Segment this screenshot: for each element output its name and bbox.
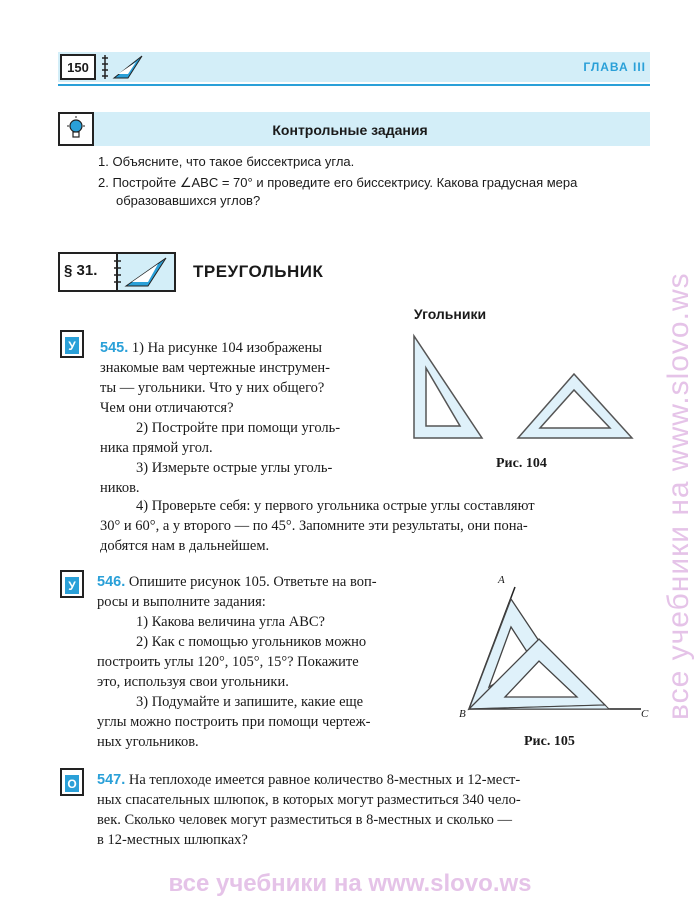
section-number: § 31. xyxy=(64,262,98,279)
watermark-bottom: все учебники на www.slovo.ws xyxy=(168,870,532,897)
level-badge-547 xyxy=(60,768,84,796)
problem-545-line-2: знакомые вам чертежные инструмен- xyxy=(100,360,331,376)
figure-104 xyxy=(410,332,650,442)
problem-547-line-3: век. Сколько человек могут разместиться в 8-местных и сколько — xyxy=(97,812,513,828)
problem-546-line-2: росы и выполните задания: xyxy=(97,594,266,610)
problem-545-line-4: Чем они отличаются? xyxy=(100,400,234,416)
problem-546-line-9: ных угольников. xyxy=(97,734,199,750)
problem-number: 546. xyxy=(97,574,126,590)
problem-546-line-6: это, используя свои угольники. xyxy=(97,674,289,690)
problem-545-line-5: 2) Постройте при помощи уголь- xyxy=(136,420,341,436)
control-tasks-title: Контрольные задания xyxy=(272,122,428,138)
problem-545-line-3: ты — угольники. Что у них общего? xyxy=(100,380,325,396)
problem-text: Опишите рисунок 105. Ответьте на воп- xyxy=(128,574,377,590)
point-label-c: C xyxy=(641,708,649,720)
problem-546-line-3: 1) Какова величина угла ABC? xyxy=(136,614,325,630)
problem-545-line-7: 3) Измерьте острые углы уголь- xyxy=(136,460,333,476)
problem-546-line-1 xyxy=(97,572,377,592)
problem-number: 547. xyxy=(97,772,126,788)
point-label-b: B xyxy=(459,708,466,720)
figure-105-caption: Рис. 105 xyxy=(524,734,575,749)
problem-text: 1) На рисунке 104 изображены xyxy=(131,340,322,356)
problem-545-line-10: 30° и 60°, а у второго — по 45°. Запомните эти результаты, они пона- xyxy=(100,518,528,534)
problem-546-line-8: углы можно построить при помощи чертеж- xyxy=(97,714,371,730)
problem-545-line-6: ника прямой угол. xyxy=(100,440,213,456)
subsection-title: Угольники xyxy=(413,306,487,322)
pencil-notebook-icon xyxy=(98,52,148,82)
problem-547-line-1 xyxy=(97,770,520,790)
point-label-a: A xyxy=(498,574,505,586)
problem-545-line-9: 4) Проверьте себя: у первого угольника острые углы составляют xyxy=(136,498,535,514)
problem-545-line-8: ников. xyxy=(100,480,140,496)
figure-104-caption: Рис. 104 xyxy=(496,456,547,471)
problem-545-line-11: добятся нам в дальнейшем. xyxy=(100,538,270,554)
level-badge-546 xyxy=(60,570,84,598)
badge-letter: О xyxy=(65,775,79,792)
section-title: ТРЕУГОЛЬНИК xyxy=(193,262,324,281)
chapter-label: ГЛАВА III xyxy=(583,60,646,74)
problem-546-line-4: 2) Как с помощью угольников можно xyxy=(136,634,367,650)
control-item-2-cont: образовавшихся углов? xyxy=(116,193,261,208)
problem-546-line-7: 3) Подумайте и запишите, какие еще xyxy=(136,694,364,710)
watermark-vertical: все учебники на www.slovo.ws xyxy=(662,272,695,720)
control-item-1: 1. Объясните, что такое биссектриса угла. xyxy=(98,154,355,169)
figure-105 xyxy=(455,575,655,725)
problem-number: 545. xyxy=(100,340,129,356)
problem-547-line-2: ных спасательных шлюпок, в которых могут разместиться 340 чело- xyxy=(97,792,521,808)
level-badge-545 xyxy=(60,330,84,358)
problem-546-line-5: построить углы 120°, 105°, 15°? Покажите xyxy=(97,654,359,670)
problem-545-line-1 xyxy=(100,338,322,358)
badge-letter: У xyxy=(65,577,79,594)
problem-547-line-4: в 12-местных шлюпках? xyxy=(97,832,248,848)
badge-letter: У xyxy=(65,337,79,354)
header-rule xyxy=(58,84,650,86)
page-number: 150 xyxy=(60,54,96,80)
control-item-2: 2. Постройте ∠ABC = 70° и проведите его биссектрису. Какова градусная мера xyxy=(98,175,578,190)
problem-text: На теплоходе имеется равное количество 8-местных и 12-мест- xyxy=(128,772,521,788)
